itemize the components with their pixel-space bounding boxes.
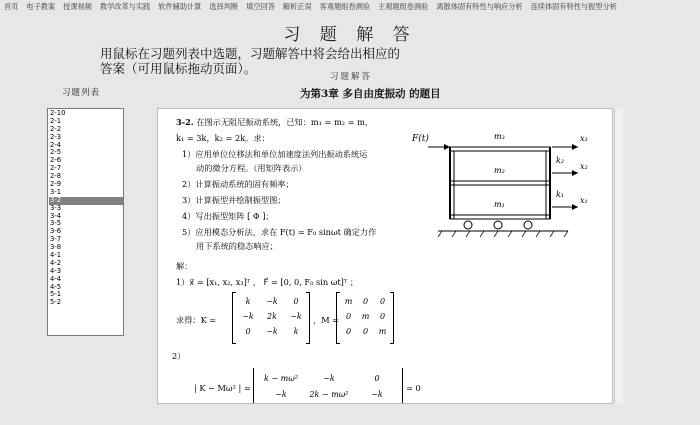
- problem-list-item[interactable]: 2-2: [50, 124, 62, 133]
- determinant-lhs: | K − Mω² | =: [194, 383, 251, 393]
- nav-software-calc[interactable]: 软件辅助计算: [158, 2, 202, 11]
- solution-find-label: 求得：K =: [176, 315, 217, 325]
- spring-2-label: k₂: [556, 156, 565, 165]
- determinant-cell: 0: [374, 374, 380, 383]
- spring-1-label: k₁: [556, 190, 565, 199]
- matrix-cell: 2k: [267, 312, 277, 321]
- top-navigation: [0, 0, 700, 14]
- solution-m-label: ，M =: [313, 315, 340, 325]
- nav-objective-test[interactable]: 客观题组卷测验: [319, 2, 371, 11]
- chapter-heading: 为第3章 多自由度振动 的题目: [300, 88, 441, 100]
- matrix-cell: k: [245, 297, 251, 306]
- matrix-cell: −k: [266, 327, 278, 336]
- problem-list-item[interactable]: 4-4: [50, 274, 62, 283]
- problem-number: 3-2.: [176, 117, 194, 127]
- nav-teaching-reform[interactable]: 教学改革与实践: [99, 2, 151, 11]
- matrix-cell: 0: [379, 297, 386, 306]
- task-5b: 用下系统的稳态响应；: [196, 241, 278, 251]
- matrix-cell: m: [361, 312, 370, 321]
- instructions-line-2: 答案（可用鼠标拖动页面）。: [100, 61, 257, 76]
- problem-list-item[interactable]: 3-6: [50, 227, 62, 236]
- task-3: 3）计算振型并绘制振型图；: [182, 195, 286, 205]
- problem-list-item[interactable]: 2-10: [50, 109, 66, 117]
- nav-lecture-notes[interactable]: 电子教案: [26, 2, 56, 11]
- determinant-cell: −k: [371, 390, 383, 399]
- task-1b: 动的微分方程。（用矩阵表示）: [196, 163, 307, 173]
- instructions-line-1: 用鼠标在习题列表中选题，习题解答中将会给出相应的: [100, 46, 401, 61]
- matrix-cell: m: [378, 327, 387, 336]
- determinant-rhs: = 0: [406, 383, 421, 393]
- problem-list-item[interactable]: 2-4: [50, 140, 62, 149]
- matrix-cell: 0: [362, 297, 369, 306]
- page-title: 习 题 解 答: [283, 25, 417, 45]
- problem-list-item[interactable]: 2-7: [50, 164, 62, 173]
- problem-list-item[interactable]: 2-6: [50, 156, 62, 165]
- problem-list-item[interactable]: 2-9: [50, 180, 62, 189]
- problem-statement: 在图示无阻尼振动系统，已知：m₁ = m₂ = m，: [196, 117, 374, 127]
- problem-stiffness: k₁ = 3k，k₂ = 2k。求：: [176, 133, 270, 143]
- task-2: 2）计算振动系统的固有频率；: [182, 179, 294, 189]
- nav-analysis[interactable]: 解析正误: [282, 2, 312, 11]
- problem-list-item[interactable]: 3-2: [49, 197, 123, 205]
- problem-list-item[interactable]: 2-3: [50, 132, 62, 141]
- task-4: 4）写出振型矩阵 [ Φ ]；: [182, 211, 274, 221]
- problem-list-item[interactable]: 5-1: [50, 290, 62, 299]
- answer-subtitle: 习题解答: [330, 72, 373, 82]
- disp-1-label: x₁: [580, 196, 588, 205]
- mass-2-label: m₂: [494, 166, 505, 175]
- matrix-cell: −k: [242, 312, 254, 321]
- matrix-cell: 0: [345, 312, 352, 321]
- matrix-cell: 0: [379, 312, 386, 321]
- problem-list-label: 习题列表: [62, 88, 101, 98]
- determinant: [253, 368, 403, 404]
- problem-list-item[interactable]: 2-1: [50, 116, 62, 125]
- disp-3-label: x₃: [580, 134, 588, 143]
- problem-list-item[interactable]: 3-8: [50, 243, 62, 252]
- nav-choice[interactable]: 选择判断: [209, 2, 239, 11]
- problem-list-item[interactable]: 2-8: [50, 172, 62, 181]
- problem-list[interactable]: [48, 109, 123, 307]
- problem-list-item[interactable]: 4-5: [50, 282, 62, 291]
- nav-subjective-test[interactable]: 主观题组卷测验: [378, 2, 429, 11]
- solution-label: 解：: [176, 261, 193, 271]
- matrix-cell: −k: [290, 312, 302, 321]
- determinant-cell: −k: [323, 374, 335, 383]
- solution-step-2: 2）: [172, 351, 186, 361]
- disp-2-label: x₂: [580, 162, 588, 171]
- problem-list-item[interactable]: 3-3: [50, 203, 62, 212]
- matrix-cell: 0: [362, 327, 369, 336]
- nav-discrete-analysis[interactable]: 离散体固有特性与响应分析: [436, 2, 523, 11]
- problem-list-item[interactable]: 2-5: [50, 148, 62, 157]
- matrix-cell: 0: [245, 327, 251, 336]
- determinant-cell: k − mω²: [264, 374, 298, 383]
- answer-panel[interactable]: [157, 108, 613, 404]
- problem-listbox[interactable]: [47, 108, 124, 336]
- problem-list-item[interactable]: 4-2: [50, 258, 62, 267]
- problem-list-item[interactable]: 3-5: [50, 219, 62, 228]
- nav-home[interactable]: 首页: [4, 2, 19, 11]
- nav-fill-in[interactable]: 填空回答: [246, 2, 275, 11]
- k-matrix: [232, 292, 310, 344]
- mass-3-label: m₃: [494, 132, 505, 141]
- problem-list-item[interactable]: 3-7: [50, 235, 62, 244]
- problem-list-item[interactable]: 3-1: [50, 187, 62, 196]
- nav-continuous-analysis[interactable]: 连续体固有特性与振型分析: [530, 2, 617, 11]
- spring-mass-diagram: [398, 125, 598, 265]
- task-1a: 1）应用单位位移法和单位加速度法列出振动系统运: [182, 149, 368, 159]
- matrix-cell: 0: [345, 327, 352, 336]
- solution-step-1: 1）x⃗ = [x₁, x₂, x₃]ᵀ ， F⃗ = [0, 0, F₀ sin ωt]ᵀ ；: [176, 277, 359, 287]
- problem-list-item[interactable]: 5-2: [50, 298, 62, 307]
- nav-videos[interactable]: 授课视频: [63, 2, 92, 11]
- determinant-cell: 2k − mω²: [309, 390, 349, 399]
- force-label: F(t): [412, 134, 429, 144]
- mass-1-label: m₁: [494, 200, 505, 209]
- matrix-cell: m: [344, 297, 353, 306]
- m-matrix: [336, 292, 394, 344]
- vertical-scrollbar[interactable]: [614, 108, 623, 404]
- task-5a: 5）应用模态分析法，求在 F(t) = F₀ sinωt 确定力作: [182, 227, 377, 237]
- matrix-cell: k: [293, 327, 299, 336]
- matrix-cell: −k: [266, 297, 278, 306]
- problem-list-item[interactable]: 4-3: [50, 266, 62, 275]
- determinant-cell: −k: [275, 390, 287, 399]
- problem-list-item[interactable]: 4-1: [50, 251, 62, 260]
- problem-list-item[interactable]: 3-4: [50, 211, 62, 220]
- matrix-cell: 0: [293, 297, 299, 306]
